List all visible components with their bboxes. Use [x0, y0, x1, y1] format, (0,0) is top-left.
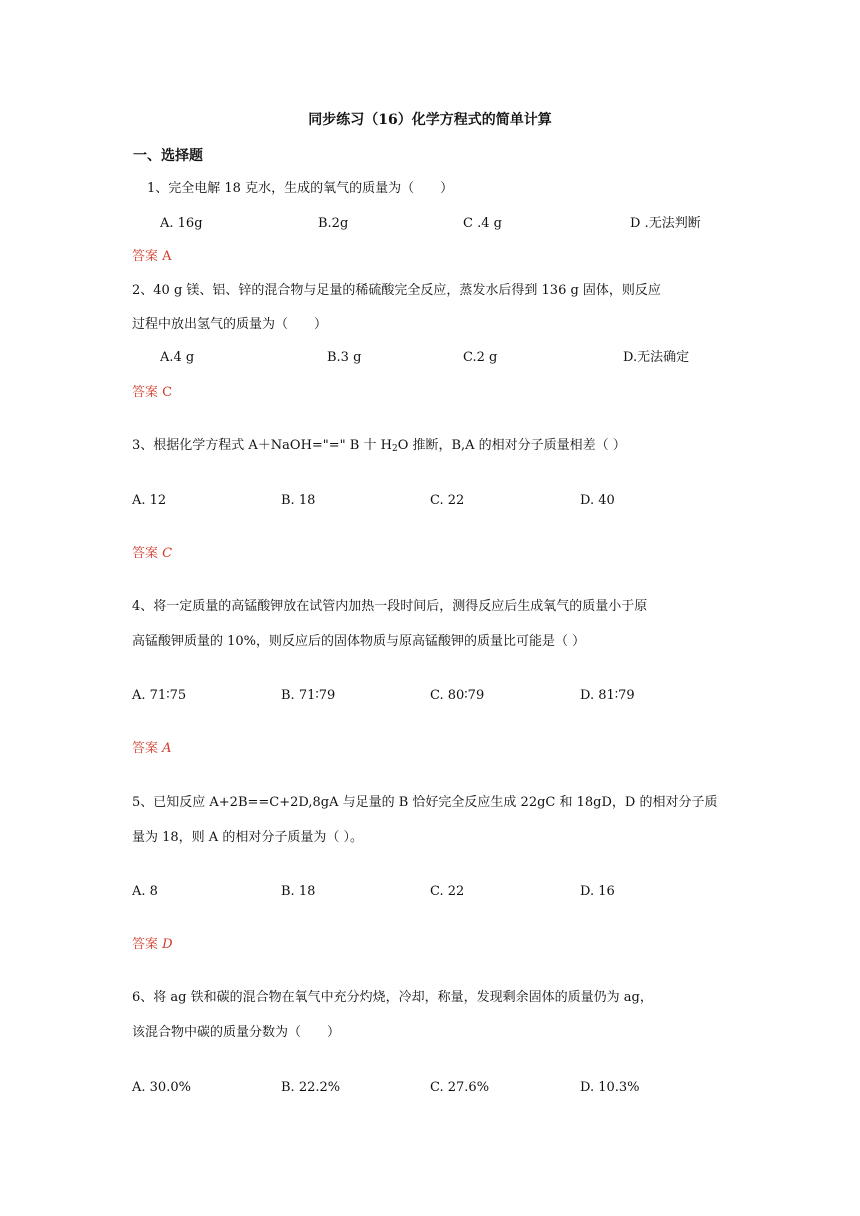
- answer-value: C: [162, 385, 173, 400]
- answer-label: 答案: [132, 546, 159, 561]
- question-5-option-c: C. 22: [430, 884, 465, 899]
- answer-label: 答案: [132, 385, 159, 400]
- question-4-answer: [132, 741, 172, 757]
- question-5-answer: [132, 937, 173, 953]
- question-3-answer: [132, 546, 172, 562]
- question-3-option-c: C. 22: [430, 493, 465, 508]
- question-1-option-d: D .无法判断: [630, 216, 701, 231]
- question-1-option-c: C .4 g: [463, 216, 502, 231]
- question-4-option-b: B. 71∶79: [281, 688, 336, 703]
- section-heading: 一、选择题: [133, 148, 203, 164]
- answer-label: 答案: [132, 741, 159, 756]
- question-1-text: 1、完全电解 18 克水，生成的氧气的质量为（ ）: [147, 181, 454, 196]
- question-2-answer: [132, 385, 172, 401]
- question-5-option-d: D. 16: [580, 884, 615, 899]
- question-6-option-d: D. 10.3%: [580, 1080, 640, 1095]
- question-5-text-line1: 5、已知反应 A+2B==C+2D,8gA 与足量的 B 恰好完全反应生成 22gC 和 18gD，D 的相对分子质: [132, 795, 718, 810]
- question-3-option-a: A. 12: [132, 493, 167, 508]
- question-2-option-c: C.2 g: [463, 350, 498, 365]
- question-4-text-line2: 高锰酸钾质量的 10%，则反应后的固体物质与原高锰酸钾的质量比可能是（ ）: [132, 634, 586, 649]
- question-2-option-b: B.3 g: [327, 350, 362, 365]
- question-4-option-a: A. 71∶75: [132, 688, 187, 703]
- question-1-option-b: B.2g: [318, 216, 349, 231]
- question-3-option-d: D. 40: [580, 493, 615, 508]
- question-2-text-line1: 2、40 g 镁、铝、锌的混合物与足量的稀硫酸完全反应，蒸发水后得到 136 g 固体，则反应: [132, 283, 661, 298]
- question-4-option-d: D. 81∶79: [580, 688, 635, 703]
- question-1-option-a: A. 16g: [160, 216, 203, 231]
- question-5-option-a: A. 8: [132, 884, 158, 899]
- question-3-option-b: B. 18: [281, 493, 316, 508]
- question-4-text-line1: 4、将一定质量的高锰酸钾放在试管内加热一段时间后，测得反应后生成氧气的质量小于原: [132, 599, 648, 614]
- page-title: 同步练习（16）化学方程式的简单计算: [308, 112, 552, 128]
- question-3-subscript: 2: [391, 444, 398, 454]
- answer-value: D: [162, 937, 173, 952]
- question-6-text-line1: 6、将 ag 铁和碳的混合物在氧气中充分灼烧，冷却，称量，发现剩余固体的质量仍为 ag，: [132, 990, 653, 1005]
- question-5-option-b: B. 18: [281, 884, 316, 899]
- question-2-text-line2: 过程中放出氢气的质量为（ ）: [132, 317, 328, 332]
- question-5-text-line2: 量为 18，则 A 的相对分子质量为（ ）。: [132, 830, 363, 845]
- question-3-text-part2: O 推断，B,A 的相对分子质量相差（ ）: [397, 438, 626, 453]
- answer-value: C: [162, 546, 173, 561]
- question-1-answer: 答案 A: [132, 249, 172, 264]
- question-4-option-c: C. 80∶79: [430, 688, 485, 703]
- question-6-option-b: B. 22.2%: [281, 1080, 341, 1095]
- answer-label: 答案: [132, 937, 159, 952]
- question-6-option-a: A. 30.0%: [132, 1080, 191, 1095]
- question-3-text: [132, 438, 626, 454]
- question-6-option-c: C. 27.6%: [430, 1080, 490, 1095]
- question-6-text-line2: 该混合物中碳的质量分数为（ ）: [132, 1025, 341, 1040]
- question-2-option-a: A.4 g: [160, 350, 195, 365]
- question-3-text-part1: 3、根据化学方程式 A＋NaOH="=" B 十 H: [132, 438, 392, 453]
- question-2-option-d: D.无法确定: [623, 350, 690, 365]
- answer-value: A: [162, 741, 172, 756]
